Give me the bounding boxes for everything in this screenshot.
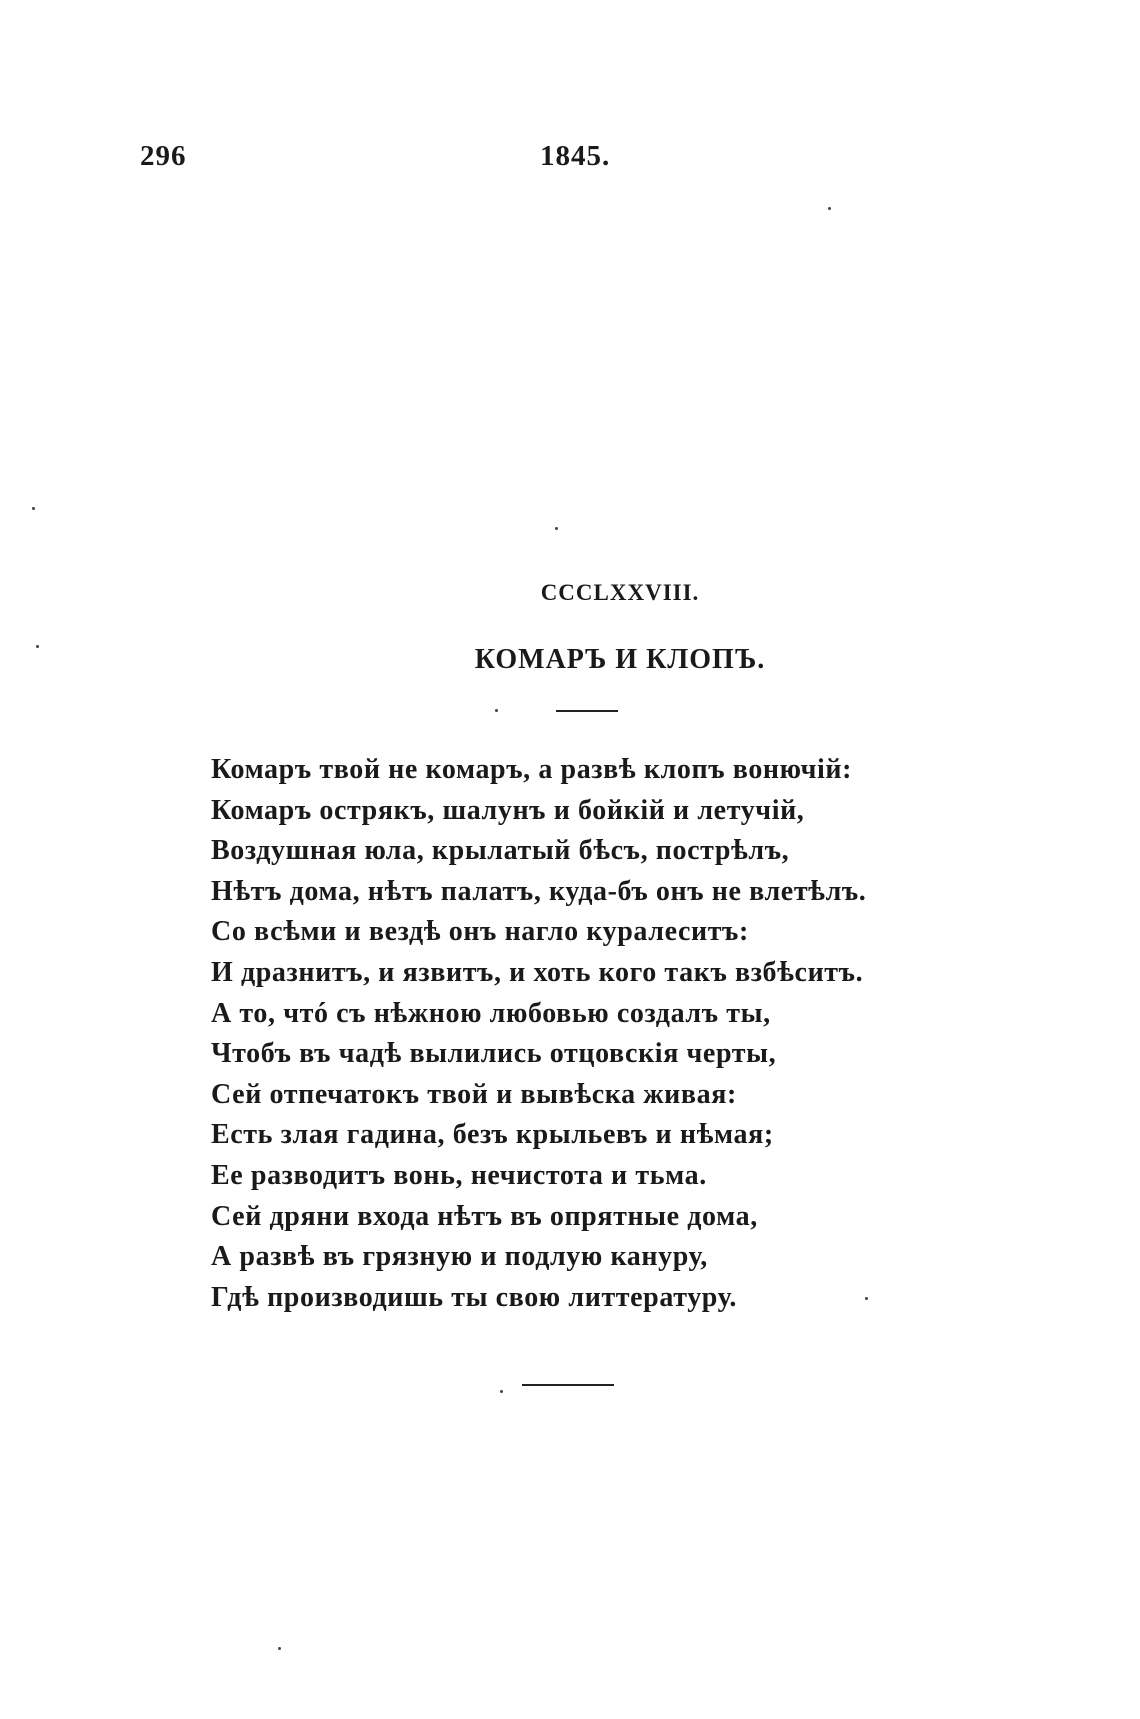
print-speck	[495, 709, 498, 712]
poem-body	[211, 750, 1011, 1318]
verse-line: Нѣтъ дома, нѣтъ палатъ, куда-бъ онъ не влетѣлъ.	[211, 875, 867, 907]
verse-line: Сей отпечатокъ твой и вывѣска живая:	[211, 1078, 737, 1110]
verse-line: Комаръ острякъ, шалунъ и бойкій и летучій,	[211, 794, 805, 826]
print-speck	[828, 207, 831, 210]
verse-line: А то, чтó съ нѣжною любовью создалъ ты,	[211, 997, 771, 1029]
verse-line: А развѣ въ грязную и подлую кануру,	[211, 1241, 708, 1273]
print-speck	[36, 645, 39, 648]
verse-line: Комаръ твой не комаръ, а развѣ клопъ вонючій:	[211, 754, 853, 785]
print-speck	[555, 527, 558, 530]
verse-line: Сей дряни входа нѣтъ въ опрятные дома,	[211, 1200, 758, 1232]
print-speck	[500, 1390, 503, 1393]
verse-line: Со всѣми и вездѣ онъ нагло куралеситъ:	[211, 916, 749, 948]
title-divider	[556, 710, 618, 712]
running-header-year: 1845.	[540, 140, 611, 172]
print-speck	[865, 1297, 868, 1300]
verse-line: Воздушная юла, крылатый бѣсъ, пострѣлъ,	[211, 835, 790, 867]
page-number: 296	[140, 140, 187, 172]
verse-line: И дразнитъ, и язвитъ, и хоть кого такъ взбѣситъ.	[211, 956, 864, 988]
verse-line: Гдѣ производишь ты свою литтературу.	[211, 1281, 738, 1313]
end-divider	[522, 1384, 614, 1386]
print-speck	[278, 1647, 281, 1650]
verse-line: Есть злая гадина, безъ крыльевъ и нѣмая;	[211, 1119, 774, 1151]
poem-number: CCCLXXVIII.	[540, 580, 700, 605]
print-speck	[32, 507, 35, 510]
poem-title: КОМАРЪ И КЛОПЪ.	[474, 644, 766, 675]
verse-line: Ее разводитъ вонь, нечистота и тьма.	[211, 1159, 707, 1191]
verse-line: Чтобъ въ чадѣ вылились отцовскія черты,	[211, 1038, 777, 1070]
